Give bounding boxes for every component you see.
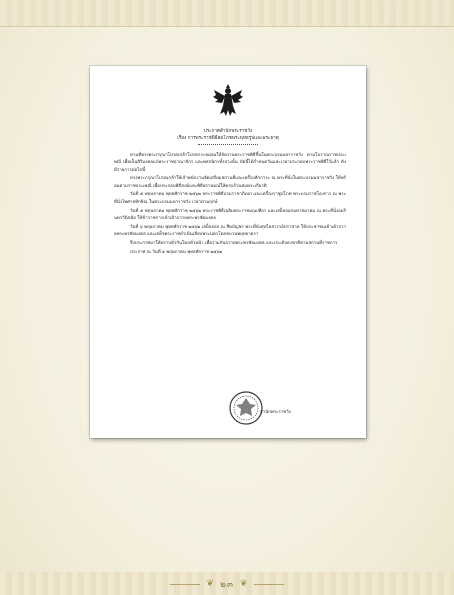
document-body xyxy=(114,152,346,257)
footer-flourish-icon: ❦ xyxy=(206,579,214,589)
page-footer xyxy=(170,576,284,592)
paragraph: วันที่ ๕ พฤษภาคม พุทธศักราช ๒๕๖๒ พระราชพิธีบรมราชาภิเษก และเครื่องราชูปโภค พระบรมราชโองการ ณ พระที่นั่งไพศาลทักษิณ ในพระบรมมหาราชวัง เวลาตามฤกษ์ xyxy=(114,192,346,205)
paragraph: จึงประกาศมาให้ทราบทั่วกันโดยทั่วหน้า เพื่อร่วมกันถวายพระพรชัยมงคล และประดับธงชาติตามสถานที่ราชการ xyxy=(130,240,338,246)
decorative-top-rule xyxy=(0,26,454,27)
garuda-emblem-icon xyxy=(212,82,244,118)
page-number: ๒๓ xyxy=(219,580,235,590)
decorative-top-band xyxy=(0,0,454,26)
signature-block xyxy=(220,390,340,430)
paragraph: วันที่ ๖ พฤษภาคม พุทธศักราช ๒๕๖๒ เสด็จออก ณ สีหบัญชร พระที่นั่งสุทไธสวรรย์ปราสาท ให้ประชาชนเข้าเฝ้าถวายพระพรชัยมงคล และเสด็จพระราชดำเนินเลียบพระนครโดยขบวนพยุหยาตรา xyxy=(114,224,346,237)
document-heading-block xyxy=(90,128,366,145)
document-heading: ประกาศสำนักพระราชวัง xyxy=(203,129,253,134)
paragraph: ทรงพระกรุณาโปรดเกล้าให้เจ้าพนักงานจัดเตรียมสถานที่และเครื่องสักการะ ณ พระที่นั่งในพระบรมมหาราชวัง ให้พร้อมตามราชประเพณี เพื่อประกอบพิธีสงฆ์และพิธีพราหมณ์ให้ครบถ้วนสมพระเกียรติ xyxy=(114,176,346,189)
paragraph: วันที่ ๕ พฤษภาคม พุทธศักราช ๒๕๖๒ พระราชพิธีเฉลิมพระราชมณเฑียร และเสด็จออกมหาสมาคม ณ พระที่นั่งอมรินทรวินิจฉัย ให้ข้าราชการเข้าเฝ้าถวายพระพรชัยมงคล xyxy=(114,208,346,221)
footer-ornament-right xyxy=(254,584,284,585)
heading-divider xyxy=(198,144,258,145)
paragraph: ตามที่ทรงพระกรุณาโปรดเกล้าโปรดกระหม่อมให้จัดงานพระราชพิธีขึ้นในพระบรมมหาราชวัง ตามโบราณราชประเพณี เพื่อเป็นสิริมงคลแก่พระราชอาณาจักร และพสกนิกรทั้งปวงนั้น บัดนี้ได้กำหนดวันและเวลาประกอบพระราชพิธีไว้แล้ว ดังมีรายการต่อไปนี้ xyxy=(114,153,346,173)
signature-text: สำนักพระราชวัง xyxy=(260,410,291,415)
paragraph: ประกาศ ณ วันที่ ๑ พฤษภาคม พุทธศักราช ๒๕๖๒ xyxy=(130,249,223,255)
footer-flourish-icon: ❦ xyxy=(240,579,248,589)
footer-ornament-left xyxy=(170,584,200,585)
official-seal-icon xyxy=(228,390,264,426)
document-subject: เรื่อง การพระราชพิธีสมโภชพระพุทธรูปและพระธาตุ xyxy=(177,136,279,141)
scanned-document xyxy=(90,66,366,438)
